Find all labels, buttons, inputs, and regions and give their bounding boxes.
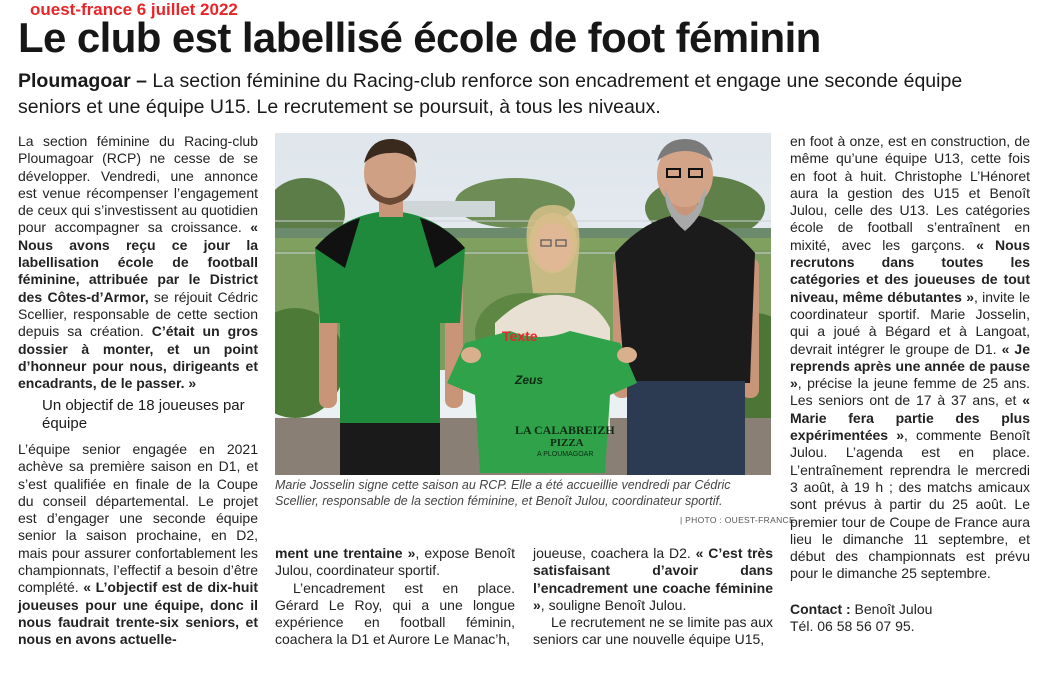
- col1-quote-2: C’était un gros dossier à monter, et un point d’honneur pour nous, dirigeants et encadrants, de le passer. »: [18, 323, 259, 392]
- col4-text-3: , précise la jeune femme de 25 ans. Les seniors ont de 17 à 37 ans, et: [790, 375, 1030, 409]
- photo-credit: | PHOTO : OUEST-FRANCE: [680, 515, 795, 525]
- standfirst-place: Ploumagoar –: [18, 70, 147, 92]
- source-label: ouest-france 6 juillet 2022: [30, 0, 238, 19]
- shirt-text-2: PIZZA: [550, 437, 584, 449]
- shirt-text-1: LA CALABREIZH: [515, 423, 615, 437]
- contact-phone: Tél. 06 58 56 07 95.: [790, 618, 915, 635]
- shirt-brand: Zeus: [515, 373, 544, 387]
- column-4: [790, 133, 1030, 635]
- col4-text-2: , invite le coordinateur sportif. Marie Josselin, qui a joué à Bégard et à Langoat, devrait intégrer le groupe de D1.: [790, 288, 1031, 357]
- column-2: [275, 545, 515, 649]
- article-photo: [275, 133, 771, 475]
- contact-label: Contact :: [790, 600, 851, 617]
- col4-text-1: en foot à onze, est en construction, de même qu’une équipe U13, cette fois en foot à huit. Christophe L’Hénoret aura la gestion des U15 et Benoît Julou, celle des U13. Les catégories école de football s’entraînent en mixité, avec les garçons.: [790, 133, 1030, 253]
- col4-quote-3: « Marie fera partie des plus expérimentées »: [790, 392, 1030, 444]
- column-3: [533, 545, 773, 649]
- col4-text-4: , commente Benoît Julou. L’agenda est en place. L’entraînement reprendra le mercredi 3 août, à 19 h ; des matchs amicaux sont prévus à partir du 25 août. Le premier tour de Coupe de France aura lieu le dimanche 11 septembre, et début des championnats est prévu pour le dimanche 25 septembre.: [790, 427, 1030, 582]
- photo-caption: Marie Josselin signe cette saison au RCP. Elle a été accueillie vendredi par Cédric Scellier, responsable de la section féminine, et Benoît Julou, coordinateur sportif.: [275, 478, 731, 508]
- col1-text-1: La section féminine du Racing-club Ploumagoar (RCP) ne cesse de se développer. Vendredi, une annonce est venue récompenser l’engagement de ceux qui s’investissent au quotidien pour accompagner sa croissance.: [18, 133, 258, 236]
- col3-text-1: joueuse, coachera la D2.: [533, 545, 696, 561]
- overlay-label: Texte: [502, 328, 538, 344]
- col1-text-2: se réjouit Cédric Scellier, responsable de cette section depuis sa création.: [18, 288, 258, 340]
- col1b-quote-1: « L’objectif est de dix-huit joueuses pour une équipe, donc il nous faudrait trente-six seniors, et nous en avons actuelle-: [18, 579, 258, 648]
- col2-quote-1: ment une trentaine »: [275, 545, 416, 561]
- col2-text-1: , expose Benoît Julou, coordinateur sportif.: [275, 545, 515, 579]
- col1-quote-1: « Nous avons reçu ce jour la labellisation école de football féminine, attribuée par le District des Côtes-d’Armor,: [18, 219, 258, 305]
- headline: Le club est labellisé école de foot féminin: [18, 14, 821, 61]
- col3-text-2: , souligne Benoît Julou.: [540, 596, 687, 613]
- standfirst-text: La section féminine du Racing-club renforce son encadrement et engage une seconde équipe seniors et une équipe U15. Le recrutement se poursuit, à tous les niveaux.: [18, 70, 963, 118]
- col4-quote-2: « Je reprends après une année de pause »: [790, 340, 1030, 392]
- column-1-continued: [18, 441, 258, 649]
- contact-name: Benoît Julou: [850, 600, 933, 617]
- subheading: Un objectif de 18 joueuses par équipe: [42, 397, 245, 432]
- shirt-text-3: A PLOUMAGOAR: [537, 451, 594, 458]
- col4-quote-1: « Nous recrutons dans toutes les catégories et des joueuses de tout niveau, même débutantes »: [790, 236, 1030, 305]
- standfirst: [18, 68, 1028, 120]
- column-1: [18, 133, 258, 392]
- col3-quote-1: « C’est très satisfaisant d’avoir dans l’encadrement une coache féminine »: [533, 545, 774, 613]
- col1b-text-1: L’équipe senior engagée en 2021 achève sa première saison en D1, et s’est qualifiée en finale de la Coupe du conseil départemental. Le projet est d’engager une seconde équipe senior la saison prochaine, en D2, mais pour assurer confortablement les championnats, l’effectif a besoin d’être complété.: [18, 441, 258, 596]
- col2-paragraph-2: L’encadrement est en place. Gérard Le Roy, qui a une longue expérience en football féminin, coachera la D1 et Aurore Le Manac’h,: [275, 579, 515, 648]
- col3-paragraph-2: Le recrutement ne se limite pas aux seniors car une nouvelle équipe U15,: [533, 614, 773, 648]
